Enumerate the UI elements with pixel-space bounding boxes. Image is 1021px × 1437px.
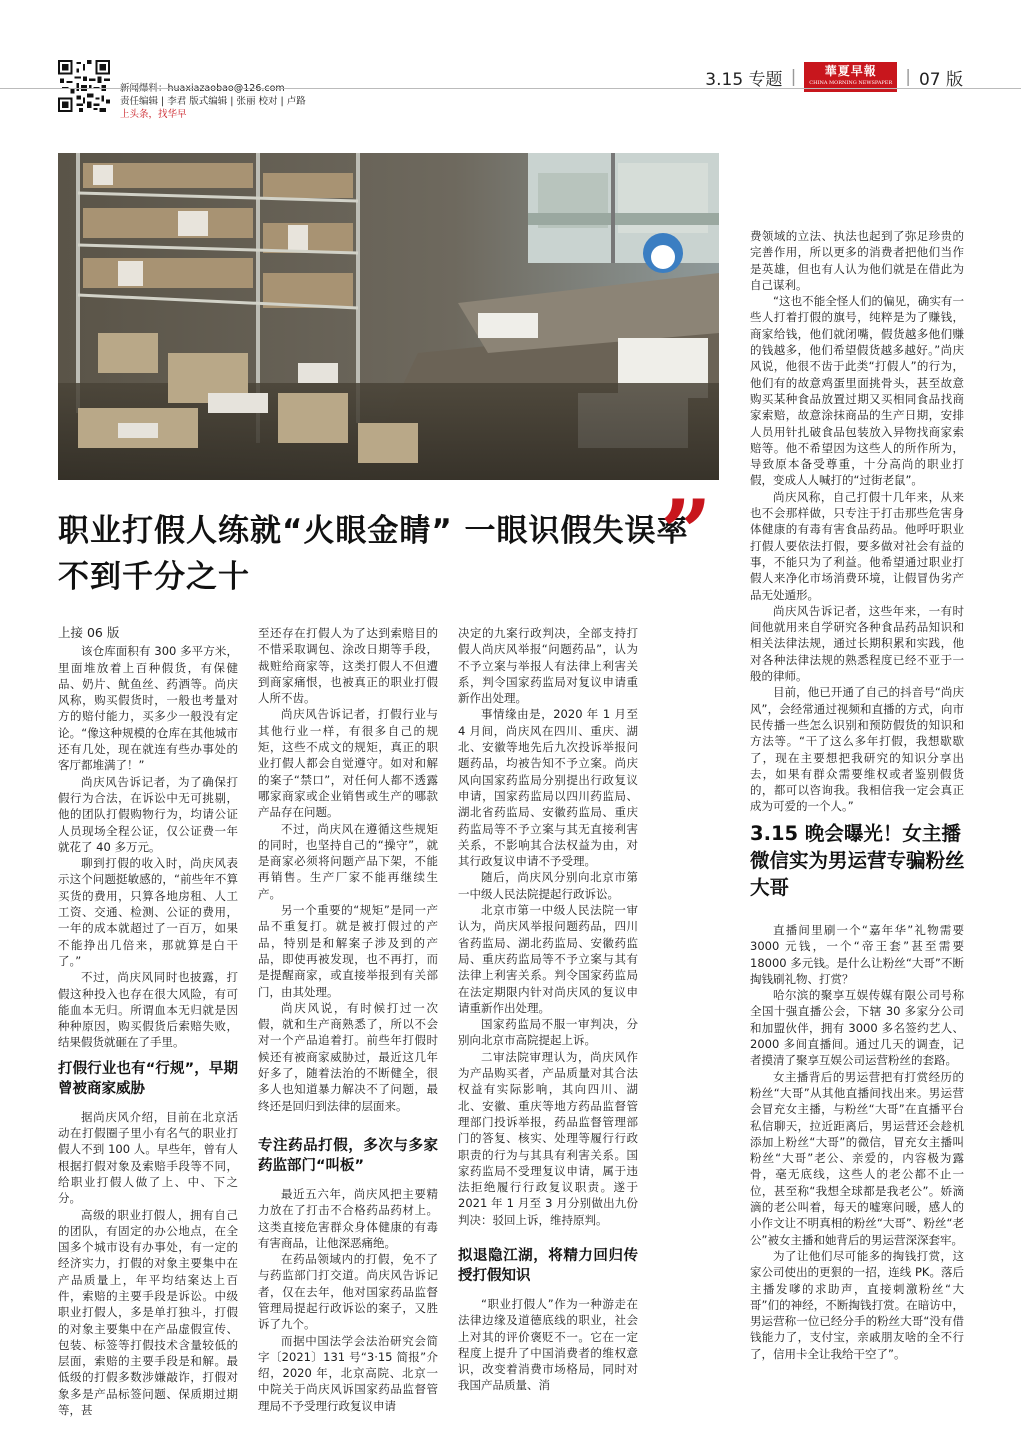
- story2-body: [750, 922, 964, 1362]
- page-masthead: 3.15 专题 | 華夏早報 CHINA MORNING NEWSPAPER | 07 版: [705, 62, 963, 92]
- article-column-4: [750, 228, 964, 815]
- qr-code: [58, 60, 110, 112]
- warehouse-photo: [58, 153, 719, 480]
- paragraph: 最近五六年，尚庆风把主要精力放在了打击不合格药品药材上。这类直接危害群众身体健康的有毒有害商品，让他深恶痛绝。: [258, 1186, 438, 1250]
- paragraph: 北京市第一中级人民法院一审认为，尚庆风举报问题药品，四川省药监局、湖北药监局、安徽药监局、重庆药监局等不予立案与其有法律上利害关系。判令国家药监局在法定期限内针对尚庆风的复议申请重新作出处理。: [458, 903, 638, 1015]
- paragraph: “职业打假人”作为一种游走在法律边缘及道德底线的职业，社会上对其的评价褒贬不一。它在一定程度上提升了中国消费者的维权意识，改变着消费市场格局，同时对我国产品质量、消: [458, 1296, 638, 1393]
- header-rule: [0, 88, 1021, 89]
- paragraph: 尚庆风告诉记者，这些年来，一有时间他就用来自学研究各种食品药品知识和相关法律法规，通过长期积累和实践，他对各种法律法规的熟悉程度已经不亚于一般的律师。: [750, 603, 964, 684]
- paragraph: 尚庆风告诉记者，打假行业与其他行业一样，有很多自己的规矩，这些不成文的规矩，真正的职业打假人都会自觉遵守。如对和解的案子“禁口”，对任何人都不透露哪家商家或企业销售或生产的哪款产品存在问题。: [258, 707, 438, 820]
- page-number: 07 版: [918, 69, 963, 90]
- paragraph: 另一个重要的“规矩”是同一产品不重复打。就是被打假过的产品，特别是和解案子涉及到的产品，即使再被发现，也不再打，而是提醒商家，或直接举报到有关部门，由其处理。: [258, 903, 438, 999]
- paragraph: 二审法院审理认为，尚庆风作为产品购买者，产品质量对其合法权益有实际影响，其向四川、湖北、安徽、重庆等地方药品监督管理部门投诉举报，药品监督管理部门的答复、核实、处理等履行行政职责的行为与其具有利害关系。国家药监局不受理复议申请，属于违法拒绝履行行政复议职责。遂于 2021 年 1 月至 3 月分别做出九份判决：驳回上诉，维持原判。: [458, 1049, 638, 1227]
- paragraph: 事情缘由是，2020 年 1 月至 4 月间，尚庆风在四川、重庆、湖北、安徽等地先后九次投诉举报问题药品，均被告知不予立案。尚庆风向国家药监局分别提出行政复议申请，国家药监局以四川药监局、湖北省药监局、安徽药监局、重庆药监局等不予立案与其无直接利害关系，不影响其合法权益为由，对其行政复议申请不予受理。: [458, 707, 638, 869]
- paragraph: 不过，尚庆风同时也披露，打假这种投入也存在很大风险，有可能血本无归。所谓血本无归就是因种种原因，购买假货后索赔失败，结果假货就砸在了手里。: [58, 970, 238, 1050]
- paragraph: 尚庆风称，自己打假十几年来，从来也不会那样做，只专注于打击那些危害身体健康的有毒有害食品药品。他呼吁职业打假人要依法打假，要多做对社会有益的事，不能只为了利益。他希望通过职业打假人来净化市场消费环境，让假冒伪劣产品无处遁形。: [750, 489, 964, 602]
- paragraph: 高级的职业打假人，拥有自己的团队，有固定的办公地点，在全国多个城市设有办事处，有一定的经济实力，打假的对象主要集中在产品质量上，年平均结案达上百件，索赔的主要手段是诉讼。中级职业打假人，多是单打独斗，打假的对象主要集中在产品虚假宣传、包装、标签等打假技术含量较低的层面，索赔的主要手段是和解。最低级的打假多数涉嫌敲诈，打假对象多是产品标签问题、保质期过期等，甚: [58, 1207, 238, 1418]
- subheading: 拟退隐江湖，将精力回归传授打假知识: [458, 1247, 638, 1284]
- paragraph: 尚庆风告诉记者，为了确保打假行为合法，在诉讼中无可挑剔，他的团队打假购物行为，均请公证人员现场全程公证，仅公证费一年就花了 40 多万元。: [58, 774, 238, 854]
- paragraph: 为了让他们尽可能多的掏钱打赏，这家公司使出的更狠的一招，连线 PK。落后主播发嗲的求助声，直接刺激粉丝“大哥”们的神经，不断掏钱打赏。在暗访中，男运营称一位已经分手的粉丝大哥“没有借钱能力了，支付宝，亲戚朋友啥的全不行了，信用卡全让我给干空了”。: [750, 1248, 964, 1361]
- paragraph: 哈尔滨的聚享互娱传媒有限公司号称全国十强直播公会，下辖 30 多家分公司和加盟伙伴，拥有 3000 多名签约艺人、2000 多间直播间。通过几天的调查，记者摸清了聚享互娱公司运营粉丝的套路。: [750, 988, 964, 1068]
- article-column-2: [258, 625, 438, 1414]
- hotline: 新闻爆料：huaxiazaobao@126.com: [120, 83, 285, 94]
- paragraph: 该仓库面积有 300 多平方米，里面堆放着上百种假货，有保健品、奶片、鱿鱼丝、药酒等。尚庆风称，购买假货时，一般也考量对方的赔付能力，买多少一般没有定论。“像这种规模的仓库在其他城市还有几处，现在就连有些办事处的客厅都堆满了！”: [58, 644, 238, 773]
- article-column-3: [458, 625, 638, 1394]
- paragraph: 费领域的立法、执法也起到了弥足珍贵的完善作用，所以更多的消费者把他们当作是英雄，但也有人认为他们就是在借此为自己谋利。: [750, 229, 964, 292]
- subheading: 打假行业也有“行规”，早期曾被商家威胁: [58, 1060, 238, 1097]
- headline: 职业打假人练就“火眼金睛” 一眼识假失误率不到千分之十: [58, 513, 689, 595]
- quote-mark-icon: ”: [660, 480, 712, 586]
- paragraph: 聊到打假的收入时，尚庆风表示这个问题挺敏感的，“前些年不算买货的费用，只算各地房租、人工工资、交通、检测、公证的费用，一年的成本就超过了一百万，如果不能挣出几倍来，那就算是白干了。”: [58, 856, 238, 968]
- editor-credits: 责任编辑 | 李君 版式编辑 | 张丽 校对 | 卢路: [120, 96, 306, 107]
- paragraph: 在药品领域内的打假，免不了与药监部门打交道。尚庆风告诉记者，仅在去年，他对国家药品监督管理局提起行政诉讼的案子，又胜诉了九个。: [258, 1252, 438, 1332]
- paragraph: “这也不能全怪人们的偏见，确实有一些人打着打假的旗号，纯粹是为了赚钱，商家给钱，他们就闭嘴，假货越多他们赚的钱越多，他们希望假货越多越好。”尚庆风说，他很不齿于此类“打假人”的行为，他们有的故意鸡蛋里面挑骨头，甚至故意购买某种食品放置过期又买相同食品找商家索赔，故意涂抹商品的生产日期，安排人员用针扎破食品包装放入异物找商家索赔等。他不希望因为这些人的所作所为，导致原本备受尊重，十分高尚的职业打假，变成人人喊打的“过街老鼠”。: [750, 294, 964, 488]
- paragraph: 决定的九案行政判决，全部支持打假人尚庆风举报“问题药品”，认为不予立案与举报人有法律上利害关系，判令国家药监局对复议申请重新作出处理。: [458, 626, 638, 706]
- paragraph: 直播间里刷一个“嘉年华”礼物需要 3000 元钱，一个“帝王套”甚至需要 18000 多元钱。是什么让粉丝“大哥”不断掏钱刷礼物、打赏？: [750, 923, 964, 986]
- paragraph: 尚庆风说，有时候打过一次假，就和生产商熟悉了，所以不会对一个产品追着打。前些年打假时候还有被商家威胁过，最近这几年好多了，随着法治的不断健全，很多人也知道暴力解决不了问题，最终还是回归到法律的层面来。: [258, 1000, 438, 1113]
- paragraph: 国家药监局不服一审判决，分别向北京市高院提起上诉。: [458, 1017, 638, 1048]
- paragraph: 女主播背后的男运营把有打赏经历的粉丝“大哥”从其他直播间找出来。男运营会冒充女主播，与粉丝“大哥”在直播平台私信聊天，拉近距离后，男运营还会趁机添加上粉丝“大哥”的微信，冒充女主播叫粉丝“大哥”老公、亲爱的，内容极为露骨，毫无底线，这些人的老公都不止一位，甚至称“我想全球都是我老公”。娇滴滴的老公叫着，每天的嘘寒问暖，感人的小作文让不明真相的粉丝“大哥”、粉丝“老公”被女主播和她背后的男运营深深套牢。: [750, 1069, 964, 1247]
- paragraph: 随后，尚庆风分别向北京市第一中级人民法院提起行政诉讼。: [458, 870, 638, 901]
- paragraph: 而据中国法学会法治研究会简字〔2021〕131 号“3·15 简报”介绍，2020 年，北京高院、北京一中院关于尚庆风诉国家药品监督管理局不予受理行政复议申请: [258, 1333, 438, 1413]
- slogan: 上头条，找华早: [120, 109, 187, 120]
- section-label: 3.15 专题: [705, 69, 783, 90]
- paragraph: 不过，尚庆风在遵循这些规矩的同时，也坚持自己的“操守”，就是商家必须将问题产品下架，不能再销售。生产厂家不能再继续生产。: [258, 821, 438, 901]
- paragraph: 目前，他已开通了自己的抖音号“尚庆风”，会经常通过视频和直播的方式，向市民传播一些怎么识别和预防假货的知识和方法等。“干了这么多年打假，我想歇歇了，现在主要想把我研究的知识分享出去，如果有群众需要维权或者鉴别假货的，都可以咨询我。我相信我一定会真正成为可爱的一个人。”: [750, 685, 964, 814]
- article-column-1: [58, 625, 238, 1418]
- newspaper-logo: 華夏早報 CHINA MORNING NEWSPAPER: [804, 62, 897, 92]
- continued-from: 上接 06 版: [58, 625, 120, 640]
- paragraph: 至还存在打假人为了达到索赔目的不惜采取调包、涂改日期等手段，裁赃给商家等，这类打假人不但遭到商家痛恨，也被真正的职业打假人所不齿。: [258, 626, 438, 706]
- story2-headline: 3.15 晚会曝光！女主播微信实为男运营专骗粉丝大哥: [750, 822, 965, 899]
- subheading: 专注药品打假，多次与多家药监部门“叫板”: [258, 1137, 438, 1174]
- paragraph: 据尚庆风介绍，目前在北京活动在打假圈子里小有名气的职业打假人不到 100 人。早些年，曾有人根据打假对象及索赔手段等不同，给职业打假人做了上、中、下之分。: [58, 1109, 238, 1206]
